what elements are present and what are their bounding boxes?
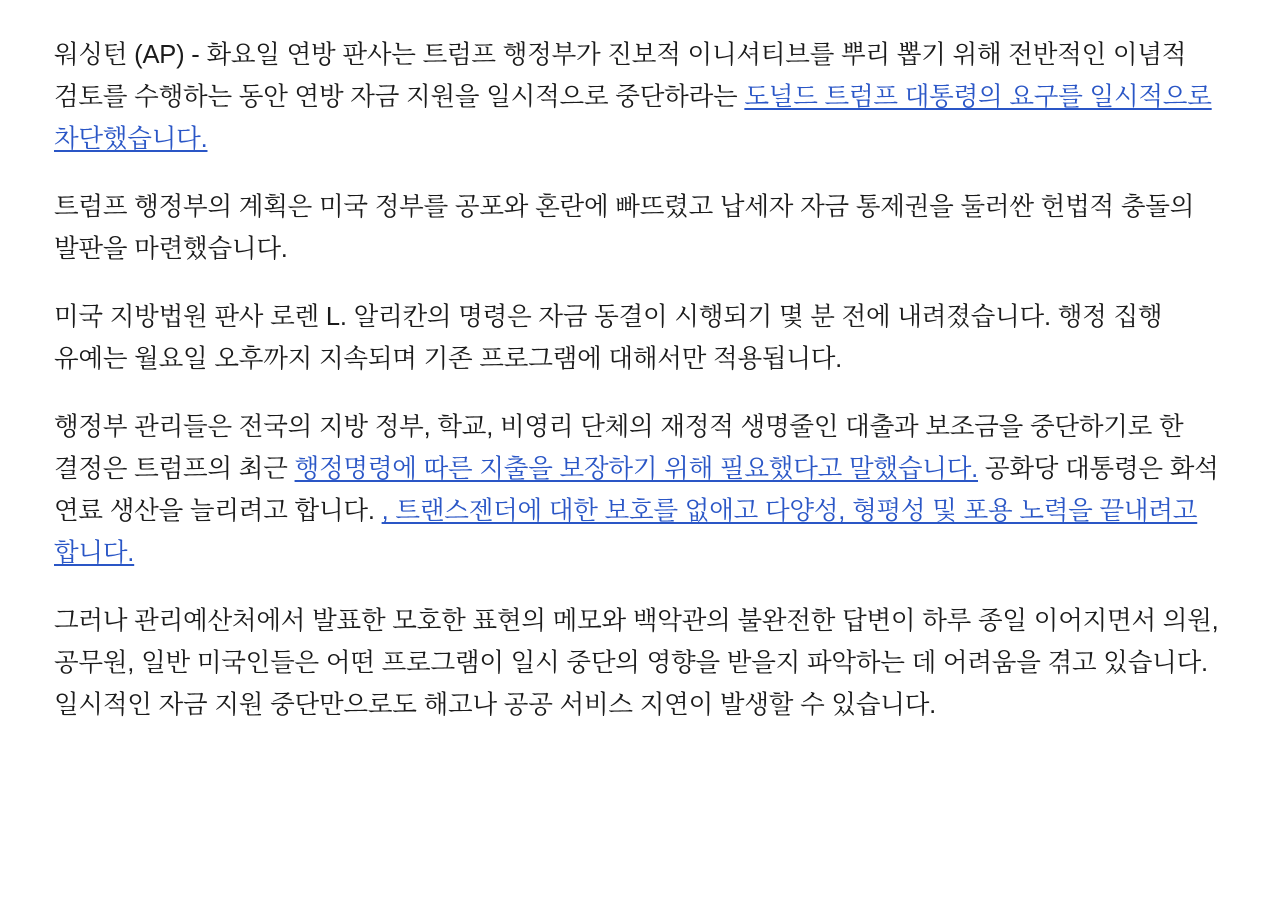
paragraph [54,600,1242,726]
paragraph-text: 행정부 관리들은 전국의 지방 정부, 학교, 비영리 단체의 재정적 생명줄인 대출과 보조금을 중단하기로 한 결정은 트럼프의 최근 [54,413,1184,483]
paragraph-text: 워싱턴 (AP) - 화요일 연방 판사는 트럼프 행정부가 진보적 이니셔티브를 뿌리 뽑기 위해 전반적인 이념적 검토를 수행하는 동안 연방 자금 지원을 일시적으로 중단하라는 [54,41,1187,111]
paragraph [54,296,1242,380]
paragraph-text: 트럼프 행정부의 계획은 미국 정부를 공포와 혼란에 빠뜨렸고 납세자 자금 통제권을 둘러싼 헌법적 충돌의 발판을 마련했습니다. [54,193,1195,263]
paragraph [54,34,1242,160]
paragraph-text: 미국 지방법원 판사 로렌 L. 알리칸의 명령은 자금 동결이 시행되기 몇 분 전에 내려졌습니다. 행정 집행 유예는 월요일 오후까지 지속되며 기존 프로그램에 대해서만 적용됩니다. [54,303,1163,373]
paragraph-text: 그러나 관리예산처에서 발표한 모호한 표현의 메모와 백악관의 불완전한 답변이 하루 종일 이어지면서 의원, 공무원, 일반 미국인들은 어떤 프로그램이 일시 중단의 영향을 받을지 파악하는 데 어려움을 겪고 있습니다. 일시적인 자금 지원 중단만으로도 해고나 공공 서비스 지연이 발생할 수 있습니다. [54,607,1219,719]
article-link[interactable]: , 트랜스젠더에 대한 보호를 없애고 다양성, 형평성 및 포용 노력을 끝내려고 합니다. [54,497,1198,567]
article-link[interactable]: 도널드 트럼프 대통령의 요구를 일시적으로 차단했습니다. [54,83,1212,153]
article-link[interactable]: 행정명령에 따른 지출을 보장하기 위해 필요했다고 말했습니다. [294,455,979,483]
paragraph-text: 공화당 대통령은 화석 연료 생산을 늘리려고 합니다. [54,455,1219,525]
paragraph [54,406,1242,574]
paragraph [54,186,1242,270]
